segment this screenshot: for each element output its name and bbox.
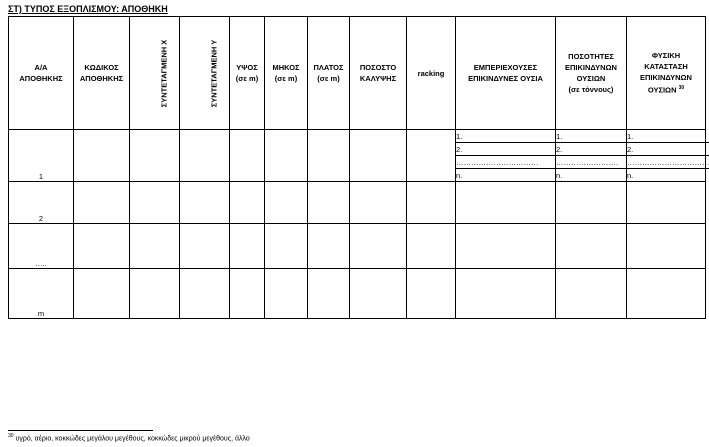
cell[interactable] [456, 269, 556, 319]
section-title: ΣΤ) ΤΥΠΟΣ ΕΞΟΠΛΙΣΜΟΥ: ΑΠΟΘΗΚΗ [8, 4, 168, 14]
header-physical-state: ΦΥΣΙΚΗ ΚΑΤΑΣΤΑΣΗ ΕΠΙΚΙΝΔΥΝΩΝ ΟΥΣΙΩΝ $^{30}$ [627, 17, 706, 130]
list-item: …………………………… [456, 156, 555, 169]
cell[interactable] [230, 224, 265, 269]
cell[interactable] [130, 269, 180, 319]
row-number: 2 [9, 182, 74, 224]
footnote-number: 30 [8, 433, 14, 439]
quantities-sublist [556, 130, 626, 181]
cell[interactable] [74, 130, 130, 182]
cell[interactable] [556, 182, 627, 224]
cell[interactable] [627, 224, 706, 269]
list-item: 1. [627, 130, 709, 143]
cell[interactable] [407, 130, 456, 182]
cell[interactable] [130, 182, 180, 224]
cell[interactable] [265, 182, 308, 224]
cell[interactable] [627, 269, 706, 319]
list-item: n. [456, 170, 463, 180]
table-row [9, 269, 706, 319]
quantities-cell[interactable] [556, 130, 627, 182]
list-item: 1. [556, 130, 626, 143]
cell[interactable] [230, 182, 265, 224]
row-number: ….. [9, 224, 74, 269]
footnote-separator [8, 430, 153, 431]
cell[interactable] [74, 269, 130, 319]
footnote [8, 433, 250, 442]
header-code: ΚΩΔΙΚΟΣ ΑΠΟΘΗΚΗΣ [74, 17, 130, 130]
cell[interactable] [350, 130, 407, 182]
cell[interactable] [556, 269, 627, 319]
cell[interactable] [180, 182, 230, 224]
footnote-text: υγρό, αέριο, κοκκώδες μεγάλου μεγέθους, κοκκώδες μικρού μεγέθους, άλλο [15, 435, 250, 443]
cell[interactable] [130, 224, 180, 269]
list-item: n. [556, 170, 563, 180]
cell[interactable] [180, 224, 230, 269]
state-cell[interactable] [627, 130, 709, 182]
header-substances: ΕΜΠΕΡΙΕΧΟΥΣΕΣ ΕΠΙΚΙΝΔΥΝΕΣ ΟΥΣΙΑ [456, 17, 556, 130]
list-item: ……………………. [556, 156, 626, 169]
cell[interactable] [265, 130, 308, 182]
substances-sublist [456, 130, 555, 181]
cell[interactable] [308, 269, 350, 319]
cell[interactable] [556, 224, 627, 269]
cell[interactable] [350, 182, 407, 224]
row-number: m [9, 269, 74, 319]
warehouse-equipment-table [8, 16, 709, 319]
header-height: ΥΨΟΣ (σε m) [230, 17, 265, 130]
table-row [9, 182, 706, 224]
cell[interactable] [265, 269, 308, 319]
footnote-ref: 30 [678, 85, 685, 92]
cell[interactable] [308, 182, 350, 224]
cell[interactable] [230, 130, 265, 182]
header-quantities: ΠΟΣΟΤΗΤΕΣ ΕΠΙΚΙΝΔΥΝΩΝ ΟΥΣΙΩΝ (σε τόννους) [556, 17, 627, 130]
header-row [9, 17, 706, 130]
header-width: ΠΛΑΤΟΣ (σε m) [308, 17, 350, 130]
list-item: n. [627, 170, 634, 180]
list-item: 2. [556, 143, 626, 156]
cell[interactable] [74, 182, 130, 224]
cell[interactable] [130, 130, 180, 182]
cell[interactable] [456, 182, 556, 224]
table-row [9, 224, 706, 269]
cell[interactable] [627, 182, 706, 224]
header-coverage: ΠΟΣΟΣΤΟ ΚΑΛΥΨΗΣ [350, 17, 407, 130]
cell[interactable] [180, 269, 230, 319]
header-aa: Α/Α ΑΠΟΘΗΚΗΣ [9, 17, 74, 130]
list-item: 2. [456, 143, 555, 156]
cell[interactable] [308, 224, 350, 269]
cell[interactable] [265, 224, 308, 269]
header-length: ΜΗΚΟΣ (σε m) [265, 17, 308, 130]
cell[interactable] [350, 269, 407, 319]
cell[interactable] [308, 130, 350, 182]
cell[interactable] [230, 269, 265, 319]
cell[interactable] [407, 182, 456, 224]
header-racking: racking [407, 17, 456, 130]
list-item: 2. [627, 143, 709, 156]
state-sublist [627, 130, 709, 181]
list-item: …………………………… [627, 157, 709, 167]
cell[interactable] [180, 130, 230, 182]
header-coord-x: ΣΥΝΤΕΤΑΓΜΕΝΗ Χ [130, 17, 180, 130]
cell[interactable] [74, 224, 130, 269]
list-item: 1. [456, 130, 555, 143]
substances-cell[interactable] [456, 130, 556, 182]
cell[interactable] [407, 269, 456, 319]
row-number: 1 [9, 130, 74, 182]
cell[interactable] [350, 224, 407, 269]
cell[interactable] [456, 224, 556, 269]
table-row [9, 130, 706, 182]
cell[interactable] [407, 224, 456, 269]
header-coord-y: ΣΥΝΤΕΤΑΓΜΕΝΗ Υ [180, 17, 230, 130]
